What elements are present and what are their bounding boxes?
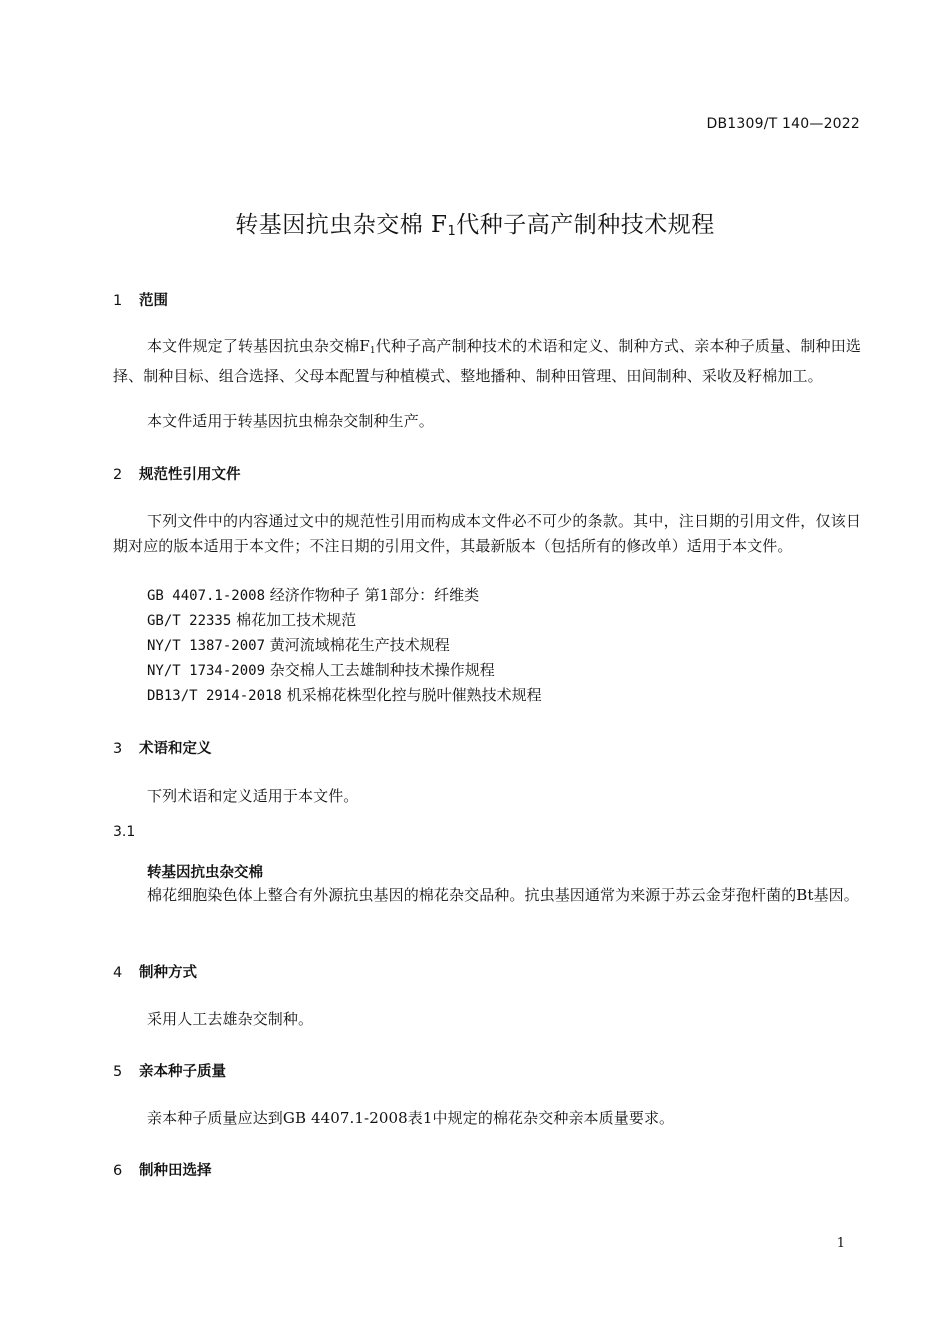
section-number: 3 [113,741,123,757]
section-title: 术语和定义 [139,741,212,757]
subclause-number: 3.1 [113,824,136,840]
reference-title: 经济作物种子 第1部分：纤维类 [269,586,480,604]
reference-item [147,659,495,680]
scope-paragraph-1 [113,334,861,389]
section-title: 范围 [139,293,168,309]
title-subscript: 1 [447,224,457,239]
reference-code: GB 4407.1-2008 [147,588,266,604]
scope-text-b: 代种子高产制种技术的术语和定义、制种方式、亲本种子质量、制种田选择、制种目标、组合选择、父母本配置与种植模式、整地播种、制种田管理、田间制种、采收及籽棉加工。 [113,337,861,385]
section-heading-terms [113,737,212,758]
reference-title: 棉花加工技术规范 [236,611,357,629]
page-number: 1 [836,1236,845,1251]
reference-code: NY/T 1387-2007 [147,638,266,654]
reference-code: DB13/T 2914-2018 [147,688,282,704]
reference-title: 杂交棉人工去雄制种技术操作规程 [269,661,495,679]
title-f-symbol: F [431,212,448,238]
seed-quality-paragraph: 亲本种子质量应达到GB 4407.1-2008表1中规定的棉花杂交种亲本质量要求。 [147,1109,675,1127]
title-prefix: 转基因抗虫杂交棉 [235,212,432,238]
section-title: 制种方式 [139,965,197,981]
references-paragraph: 下列文件中的内容通过文中的规范性引用而构成本文件必不可少的条款。其中，注日期的引用文件，仅该日期对应的版本适用于本文件；不注日期的引用文件，其最新版本（包括所有的修改单）适用于本文件。 [113,512,861,555]
reference-title: 黄河流域棉花生产技术规程 [269,636,450,654]
reference-item [147,584,479,605]
section-title: 规范性引用文件 [139,467,241,483]
section-heading-field-selection [113,1159,212,1180]
section-heading-scope [113,289,168,310]
reference-title: 机采棉花株型化控与脱叶催熟技术规程 [286,686,542,704]
section-number: 6 [113,1163,123,1179]
term-definition: 棉花细胞染色体上整合有外源抗虫基因的棉花杂交品种。抗虫基因通常为来源于苏云金芽孢杆菌的Bt基因。 [147,886,859,904]
section-number: 2 [113,467,123,483]
section-number: 5 [113,1064,123,1080]
section-number: 1 [113,293,123,309]
scope-text-a: 本文件规定了转基因抗虫杂交棉F [147,337,370,355]
scope-paragraph-2: 本文件适用于转基因抗虫棉杂交制种生产。 [147,412,434,430]
reference-item [147,684,542,705]
reference-item [147,609,356,630]
scope-subscript: 1 [369,346,376,356]
section-heading-parent-seed-quality [113,1060,226,1081]
term-heading: 转基因抗虫杂交棉 [147,865,263,881]
method-paragraph: 采用人工去雄杂交制种。 [147,1010,314,1028]
title-suffix: 代种子高产制种技术规程 [456,212,715,238]
section-title: 制种田选择 [139,1163,212,1179]
terms-paragraph: 下列术语和定义适用于本文件。 [147,787,359,805]
reference-code: NY/T 1734-2009 [147,663,266,679]
reference-code: GB/T 22335 [147,613,232,629]
document-number: DB1309/T 140—2022 [706,116,860,132]
page-title [0,206,950,239]
section-heading-method [113,961,197,982]
section-heading-normative-references [113,463,241,484]
section-title: 亲本种子质量 [139,1064,226,1080]
reference-item [147,634,450,655]
section-number: 4 [113,965,123,981]
